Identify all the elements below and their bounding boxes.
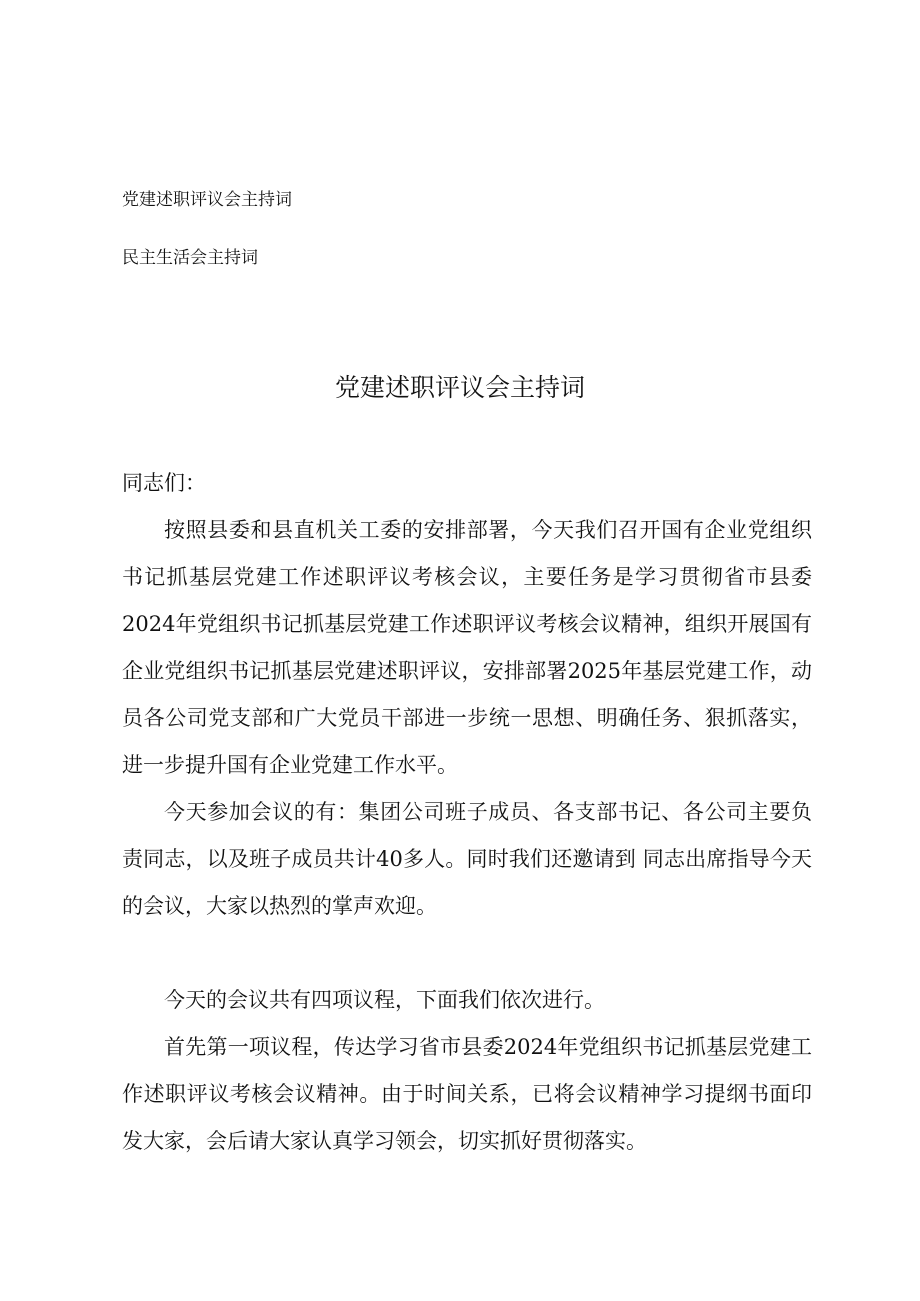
toc-item-2: 民主生活会主持词 [122, 248, 258, 268]
paragraph-2: 今天参加会议的有：集团公司班子成员、各支部书记、各公司主要负责同志，以及班子成员共计40多人。同时我们还邀请到 同志出席指导今天的会议，大家以热烈的掌声欢迎。 [122, 800, 812, 918]
document-title: 党建述职评议会主持词 [334, 373, 585, 402]
table-of-contents [122, 186, 622, 302]
document-body [122, 460, 812, 1165]
salutation: 同志们： [122, 471, 206, 495]
paragraph-4: 首先第一项议程，传达学习省市县委2024年党组织书记抓基层党建工作述职评议考核会议精神。由于时间关系，已将会议精神学习提纲书面印发大家，会后请大家认真学习领会，切实抓好贯彻落实。 [122, 1035, 812, 1153]
toc-item-1: 党建述职评议会主持词 [122, 190, 292, 210]
paragraph-1: 按照县委和县直机关工委的安排部署，今天我们召开国有企业党组织书记抓基层党建工作述职评议考核会议，主要任务是学习贯彻省市县委2024年党组织书记抓基层党建工作述职评议考核会议精神，组织开展国有企业党组织书记抓基层党建述职评议，安排部署2025年基层党建工作，动员各公司党支部和广大党员干部进一步统一思想、明确任务、狠抓落实，进一步提升国有企业党建工作水平。 [122, 518, 812, 777]
paragraph-3: 今天的会议共有四项议程，下面我们依次进行。 [164, 988, 605, 1012]
